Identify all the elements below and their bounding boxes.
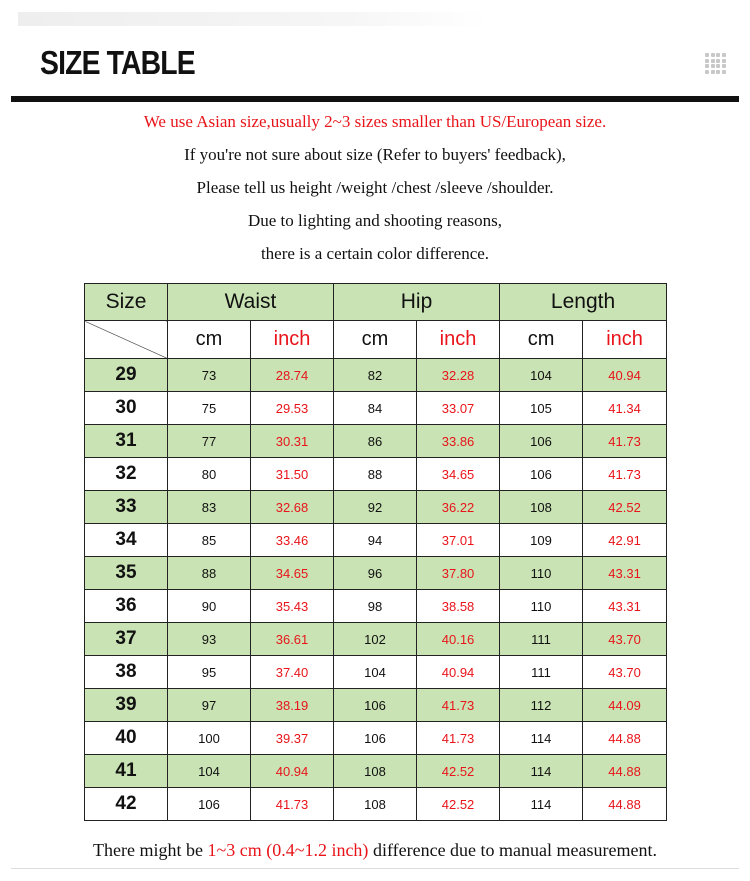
size-cell: 39 [85,689,168,722]
cm-cell: 88 [168,557,251,590]
page-title: SIZE TABLE [40,44,195,81]
inch-cell: 41.73 [417,722,500,755]
inch-cell: 42.91 [583,524,667,557]
inch-cell: 44.09 [583,689,667,722]
size-cell: 29 [85,359,168,392]
inch-cell: 43.31 [583,557,667,590]
cm-cell: 106 [500,425,583,458]
inch-cell: 34.65 [251,557,334,590]
table-row [85,590,667,623]
inch-cell: 33.86 [417,425,500,458]
size-cell: 31 [85,425,168,458]
cm-cell: 73 [168,359,251,392]
inch-cell: 32.28 [417,359,500,392]
unit-header: cm [168,321,251,359]
cm-cell: 95 [168,656,251,689]
cm-cell: 97 [168,689,251,722]
cm-cell: 109 [500,524,583,557]
inch-cell: 44.88 [583,722,667,755]
cm-cell: 82 [334,359,417,392]
diagonal-cell [85,321,168,359]
cm-cell: 111 [500,656,583,689]
cm-cell: 108 [500,491,583,524]
inch-cell: 43.70 [583,656,667,689]
inch-cell: 36.22 [417,491,500,524]
cm-cell: 93 [168,623,251,656]
size-cell: 35 [85,557,168,590]
size-cell: 30 [85,392,168,425]
size-cell: 38 [85,656,168,689]
size-cell: 42 [85,788,168,821]
note-measurements: Please tell us height /weight /chest /sleeve /shoulder. [196,178,554,197]
cm-cell: 114 [500,722,583,755]
inch-cell: 44.88 [583,788,667,821]
table-row [85,557,667,590]
size-table [84,283,667,821]
inch-cell: 30.31 [251,425,334,458]
inch-cell: 37.01 [417,524,500,557]
cm-cell: 110 [500,557,583,590]
waist-header: Waist [168,284,334,321]
inch-cell: 31.50 [251,458,334,491]
inch-cell: 43.31 [583,590,667,623]
size-header: Size [85,284,168,321]
inch-cell: 36.61 [251,623,334,656]
note-asian-size: We use Asian size,usually 2~3 sizes smaller than US/European size. [143,112,607,131]
inch-cell: 41.73 [583,458,667,491]
inch-cell: 39.37 [251,722,334,755]
cm-cell: 108 [334,755,417,788]
inch-cell: 41.34 [583,392,667,425]
size-cell: 32 [85,458,168,491]
table-body [85,359,667,821]
cm-cell: 110 [500,590,583,623]
size-cell: 33 [85,491,168,524]
unit-header: inch [583,321,667,359]
unit-header: cm [500,321,583,359]
cm-cell: 90 [168,590,251,623]
inch-cell: 38.58 [417,590,500,623]
size-cell: 34 [85,524,168,557]
inch-cell: 41.73 [251,788,334,821]
cm-cell: 114 [500,755,583,788]
inch-cell: 29.53 [251,392,334,425]
inch-cell: 40.16 [417,623,500,656]
unit-header: cm [334,321,417,359]
cm-cell: 106 [334,689,417,722]
unit-header: inch [251,321,334,359]
table-row [85,788,667,821]
cm-cell: 106 [168,788,251,821]
inch-cell: 44.88 [583,755,667,788]
cm-cell: 86 [334,425,417,458]
footer-note [0,840,750,861]
title-divider [11,96,739,102]
cm-cell: 92 [334,491,417,524]
inch-cell: 34.65 [417,458,500,491]
inch-cell: 32.68 [251,491,334,524]
inch-cell: 37.40 [251,656,334,689]
inch-cell: 42.52 [417,788,500,821]
table-row [85,656,667,689]
size-cell: 41 [85,755,168,788]
cm-cell: 98 [334,590,417,623]
cm-cell: 104 [168,755,251,788]
header-row [85,284,667,321]
inch-cell: 42.52 [417,755,500,788]
inch-cell: 28.74 [251,359,334,392]
length-header: Length [500,284,667,321]
inch-cell: 35.43 [251,590,334,623]
table-row [85,458,667,491]
size-cell: 36 [85,590,168,623]
top-fade-bar [18,12,488,26]
cm-cell: 106 [334,722,417,755]
grid-dots-icon [705,53,726,74]
cm-cell: 96 [334,557,417,590]
unit-row [85,321,667,359]
size-cell: 37 [85,623,168,656]
inch-cell: 41.73 [583,425,667,458]
cm-cell: 100 [168,722,251,755]
cm-cell: 94 [334,524,417,557]
cm-cell: 112 [500,689,583,722]
cm-cell: 77 [168,425,251,458]
inch-cell: 38.19 [251,689,334,722]
inch-cell: 40.94 [583,359,667,392]
cm-cell: 83 [168,491,251,524]
cm-cell: 106 [500,458,583,491]
cm-cell: 102 [334,623,417,656]
cm-cell: 80 [168,458,251,491]
hip-header: Hip [334,284,500,321]
table-row [85,722,667,755]
table-row [85,359,667,392]
cm-cell: 84 [334,392,417,425]
size-notes [0,108,750,273]
note-feedback: If you're not sure about size (Refer to buyers' feedback), [184,145,566,164]
cm-cell: 88 [334,458,417,491]
table-row [85,392,667,425]
table-row [85,425,667,458]
inch-cell: 42.52 [583,491,667,524]
cm-cell: 114 [500,788,583,821]
inch-cell: 40.94 [251,755,334,788]
note-color-difference: there is a certain color difference. [260,244,490,263]
table-row [85,689,667,722]
inch-cell: 33.07 [417,392,500,425]
table-row [85,524,667,557]
cm-cell: 85 [168,524,251,557]
size-cell: 40 [85,722,168,755]
cm-cell: 75 [168,392,251,425]
inch-cell: 43.70 [583,623,667,656]
inch-cell: 41.73 [417,689,500,722]
cm-cell: 105 [500,392,583,425]
footer-suffix: difference due to manual measurement. [368,840,657,860]
cm-cell: 108 [334,788,417,821]
footer-highlight: 1~3 cm (0.4~1.2 inch) [207,840,369,860]
table-row [85,755,667,788]
inch-cell: 40.94 [417,656,500,689]
inch-cell: 37.80 [417,557,500,590]
footer-prefix: There might be [93,840,208,860]
note-lighting: Due to lighting and shooting reasons, [247,211,503,230]
table-row [85,623,667,656]
cm-cell: 111 [500,623,583,656]
footer-divider [11,868,739,869]
inch-cell: 33.46 [251,524,334,557]
unit-header: inch [417,321,500,359]
cm-cell: 104 [500,359,583,392]
table-row [85,491,667,524]
cm-cell: 104 [334,656,417,689]
